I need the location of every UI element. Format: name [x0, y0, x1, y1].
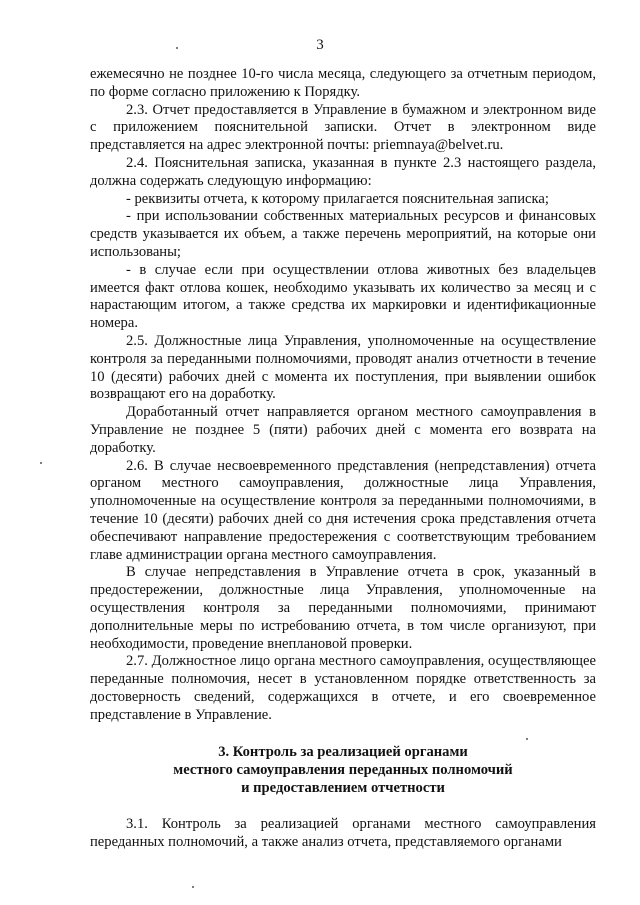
heading-line-2: местного самоуправления переданных полномочий — [173, 762, 513, 779]
heading-line-3: и предоставлением отчетности — [241, 780, 445, 797]
section-3-heading — [90, 744, 596, 797]
document-body — [90, 66, 596, 851]
list-item-cats: - в случае если при осуществлении отлова животных без владельцев имеется факт отлова кошек, необходимо указывать их количество за месяц и с нарастающим итогом, а также средства их маркировки и идентификационные номера. — [90, 261, 596, 332]
heading-line-1: 3. Контроль за реализацией органами — [218, 744, 468, 761]
scan-speck — [176, 47, 178, 49]
paragraph-rework: Доработанный отчет направляется органом местного самоуправления в Управление не позднее 5 (пяти) рабочих дней с момента его возврата на доработку. — [90, 404, 596, 456]
paragraph-2-3: 2.3. Отчет предоставляется в Управление в бумажном и электронном виде с приложением пояснительной записки. Отчет в электронном виде представляется на адрес электронной почты: priemnaya@belvet.ru. — [90, 101, 596, 154]
list-item-requisites: - реквизиты отчета, к которому прилагается пояснительная записка; — [126, 190, 549, 207]
paragraph-2-6: 2.6. В случае несвоевременного представления (непредставления) отчета органом местного самоуправления, должностные лица Управления, уполномоченные на осуществление контроля за переданными полномочиями, в течение 10 (десяти) рабочих дней со дня истечения срока представления отчета обеспечивают направление предостережения с соответствующим требованием главе администрации органа местного самоуправления. — [90, 457, 596, 563]
paragraph-2-5: 2.5. Должностные лица Управления, уполномоченные на осуществление контроля за переданными полномочиями, проводят анализ отчетности в течение 10 (десяти) рабочих дней с момента их поступления, при выявлении ошибок возвращают его на доработку. — [90, 332, 596, 403]
paragraph-nonsubmission: В случае непредставления в Управление отчета в срок, указанный в предостережении, должностные лица Управления, уполномоченные на осуществления контроля за переданными полномочиями, принимают дополнительные меры по истребованию отчета, в том числе организуют, при необходимости, проведение внеплановой проверки. — [90, 564, 596, 652]
paragraph-3-1: 3.1. Контроль за реализацией органами местного самоуправления переданных полномочий, а также анализ отчета, представляемого органами — [90, 815, 596, 850]
paragraph-2-7: 2.7. Должностное лицо органа местного самоуправления, осуществляющее переданные полномочия, несет в установленном порядке ответственность за достоверность сведений, содержащихся в отчете, и его своевременное представление в Управление. — [90, 653, 596, 723]
list-item-resources: - при использовании собственных материальных ресурсов и финансовых средств указывается их объем, а также перечень мероприятий, на которые они использованы; — [90, 208, 596, 260]
scan-speck — [192, 886, 194, 888]
page-number: 3 — [316, 37, 324, 53]
paragraph-2-4: 2.4. Пояснительная записка, указанная в пункте 2.3 настоящего раздела, должна содержать следующую информацию: — [90, 154, 596, 189]
scan-speck — [40, 462, 42, 464]
scan-speck — [526, 738, 528, 740]
paragraph-continuation: ежемесячно не позднее 10-го числа месяца, следующего за отчетным периодом, по форме согласно приложению к Порядку. — [90, 66, 596, 100]
